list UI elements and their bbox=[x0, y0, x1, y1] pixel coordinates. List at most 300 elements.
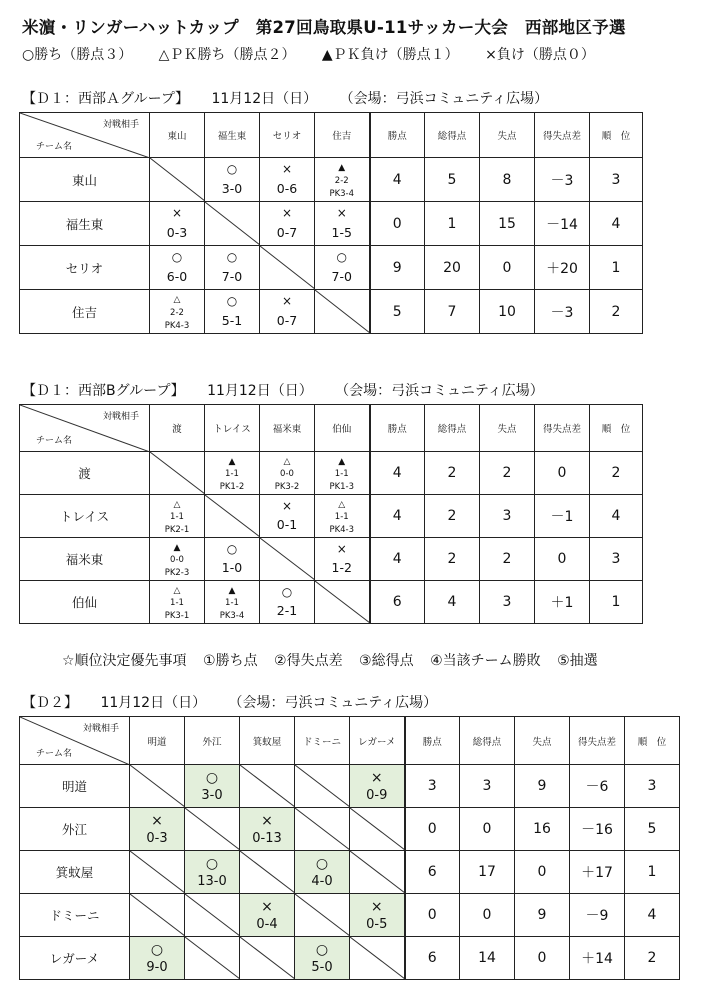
table-row bbox=[20, 158, 643, 202]
diagonal-line bbox=[185, 808, 239, 850]
priority-3: ③総得点 bbox=[359, 653, 414, 669]
match-score: 0-1 bbox=[276, 517, 298, 532]
team-goals-for: 4 bbox=[425, 581, 480, 624]
match-result-cell bbox=[350, 765, 405, 808]
group-a-venue: （会場：弓浜コミュニティ広場） bbox=[339, 91, 549, 107]
match-result-cell bbox=[315, 202, 370, 246]
match-result bbox=[150, 581, 204, 623]
diagonal-line bbox=[295, 765, 349, 807]
team-goals-for: 0 bbox=[460, 808, 515, 851]
goal-diff-header: 得失点差 bbox=[570, 717, 625, 765]
no-match-cell bbox=[350, 808, 405, 851]
team-name: 東山 bbox=[20, 158, 150, 202]
match-result bbox=[260, 158, 314, 201]
group-a-title bbox=[22, 88, 566, 108]
match-result-cell bbox=[350, 894, 405, 937]
match-score: 1-1 bbox=[334, 469, 349, 479]
no-match-cell bbox=[130, 851, 185, 894]
team-goals-for: 17 bbox=[460, 851, 515, 894]
self-match-cell bbox=[205, 495, 260, 538]
group-d2-table bbox=[19, 716, 680, 980]
team-name-header-label: チーム名 bbox=[36, 749, 73, 759]
legend-win: ○勝ち（勝点３） bbox=[22, 47, 133, 63]
match-result-cell bbox=[205, 290, 260, 334]
result-symbol: × bbox=[261, 899, 273, 915]
team-goals-against: 0 bbox=[480, 246, 535, 290]
match-result-cell bbox=[260, 290, 315, 334]
self-match-cell bbox=[350, 937, 405, 980]
match-result bbox=[240, 894, 294, 936]
result-symbol: × bbox=[171, 206, 183, 220]
pk-score: PK3-1 bbox=[164, 611, 190, 621]
match-result-cell bbox=[150, 495, 205, 538]
header-row bbox=[20, 113, 643, 158]
group-b-table bbox=[19, 404, 643, 624]
diagonal-line bbox=[260, 538, 314, 580]
team-points: 5 bbox=[370, 290, 425, 334]
team-points: 6 bbox=[405, 851, 460, 894]
opponent-header: 住吉 bbox=[315, 113, 370, 158]
legend-loss: ×負け（勝点０） bbox=[485, 47, 595, 63]
result-symbol: × bbox=[261, 813, 273, 829]
match-result bbox=[205, 158, 259, 201]
table-row bbox=[20, 808, 680, 851]
pk-score: PK4-3 bbox=[164, 321, 190, 331]
diagonal-line bbox=[295, 894, 349, 936]
table-row bbox=[20, 894, 680, 937]
points-header: 勝点 bbox=[370, 113, 425, 158]
no-match-cell bbox=[185, 937, 240, 980]
match-result-cell bbox=[315, 538, 370, 581]
goals-for-header: 総得点 bbox=[425, 113, 480, 158]
table-row bbox=[20, 581, 643, 624]
result-symbol: × bbox=[370, 899, 383, 915]
team-name: 福生東 bbox=[20, 202, 150, 246]
match-score: 3-0 bbox=[201, 788, 223, 803]
opponent-header: 福生東 bbox=[205, 113, 260, 158]
pk-score: PK4-3 bbox=[329, 525, 355, 535]
team-goals-against: 16 bbox=[515, 808, 570, 851]
table-row bbox=[20, 290, 643, 334]
goals-for-header: 総得点 bbox=[425, 405, 480, 452]
match-result-cell bbox=[205, 158, 260, 202]
result-symbol: ▲ bbox=[173, 543, 181, 553]
result-symbol: × bbox=[281, 206, 293, 220]
team-points: 4 bbox=[370, 495, 425, 538]
no-match-cell bbox=[185, 894, 240, 937]
header-row bbox=[20, 405, 643, 452]
match-result bbox=[260, 290, 314, 333]
diagonal-line bbox=[130, 894, 184, 936]
opponent-header: 伯仙 bbox=[315, 405, 370, 452]
result-symbol: △ bbox=[173, 586, 181, 596]
self-match-cell bbox=[260, 538, 315, 581]
match-result-cell bbox=[315, 158, 370, 202]
opponent-header: 外江 bbox=[185, 717, 240, 765]
rank-header: 順 位 bbox=[590, 113, 643, 158]
opponent-header-label: 対戦相手 bbox=[102, 412, 139, 422]
match-result bbox=[205, 246, 259, 289]
match-score: 1-1 bbox=[225, 469, 239, 479]
match-result-cell bbox=[150, 538, 205, 581]
team-goal-diff: 0 bbox=[535, 538, 590, 581]
result-symbol: × bbox=[370, 770, 383, 786]
diagonal-line bbox=[185, 894, 239, 936]
match-score: 0-0 bbox=[170, 555, 184, 565]
team-points: 0 bbox=[405, 808, 460, 851]
result-symbol: × bbox=[281, 162, 293, 176]
team-rank: 4 bbox=[590, 495, 643, 538]
team-name: 渡 bbox=[20, 452, 150, 495]
team-goals-against: 15 bbox=[480, 202, 535, 246]
opponent-header: セリオ bbox=[260, 113, 315, 158]
match-result-cell bbox=[315, 452, 370, 495]
match-result bbox=[295, 937, 349, 979]
match-result bbox=[150, 246, 204, 289]
team-goals-for: 7 bbox=[425, 290, 480, 334]
match-result bbox=[315, 538, 369, 580]
result-symbol: ○ bbox=[171, 250, 183, 264]
team-goals-for: 2 bbox=[425, 452, 480, 495]
rank-header: 順 位 bbox=[590, 405, 643, 452]
team-goals-against: 0 bbox=[515, 937, 570, 980]
table-row bbox=[20, 452, 643, 495]
no-match-cell bbox=[240, 937, 295, 980]
team-points: 6 bbox=[370, 581, 425, 624]
match-score: 0-3 bbox=[166, 225, 188, 240]
team-rank: 3 bbox=[625, 765, 680, 808]
table-row bbox=[20, 202, 643, 246]
group-d2-venue: （会場：弓浜コミュニティ広場） bbox=[228, 695, 438, 711]
team-name: セリオ bbox=[20, 246, 150, 290]
opponent-header: 福米東 bbox=[260, 405, 315, 452]
match-score: 5-1 bbox=[221, 313, 243, 328]
result-symbol: ○ bbox=[205, 856, 219, 872]
result-symbol: ○ bbox=[226, 162, 238, 176]
self-match-cell bbox=[150, 158, 205, 202]
result-legend bbox=[22, 44, 617, 64]
team-goal-diff: 0 bbox=[535, 452, 590, 495]
match-result-cell bbox=[130, 937, 185, 980]
match-result bbox=[260, 452, 314, 494]
result-symbol: ○ bbox=[281, 585, 293, 599]
match-result-cell bbox=[205, 452, 260, 495]
team-points: 9 bbox=[370, 246, 425, 290]
self-match-cell bbox=[315, 581, 370, 624]
opponent-header: トレイス bbox=[205, 405, 260, 452]
table-row bbox=[20, 765, 680, 808]
team-points: 3 bbox=[405, 765, 460, 808]
team-points: 4 bbox=[370, 452, 425, 495]
team-goals-against: 10 bbox=[480, 290, 535, 334]
rank-header: 順 位 bbox=[625, 717, 680, 765]
pk-score: PK2-1 bbox=[164, 525, 190, 535]
match-score: 0-3 bbox=[146, 831, 168, 846]
result-symbol: ▲ bbox=[228, 457, 236, 467]
opponent-header: 東山 bbox=[150, 113, 205, 158]
team-goal-diff: －3 bbox=[535, 158, 590, 202]
match-result-cell bbox=[295, 851, 350, 894]
match-result bbox=[350, 765, 404, 807]
match-score: 0-6 bbox=[276, 181, 298, 196]
match-score: 1-1 bbox=[170, 598, 184, 608]
match-result bbox=[240, 808, 294, 850]
match-result-cell bbox=[295, 937, 350, 980]
match-result-cell bbox=[315, 495, 370, 538]
team-goal-diff: －14 bbox=[535, 202, 590, 246]
match-result-cell bbox=[315, 246, 370, 290]
diagonal-line bbox=[150, 452, 204, 494]
diagonal-line bbox=[240, 937, 294, 979]
pk-score: PK2-3 bbox=[164, 568, 190, 578]
team-goals-against: 9 bbox=[515, 894, 570, 937]
diagonal-line bbox=[130, 851, 184, 893]
diagonal-line bbox=[315, 290, 369, 333]
match-result-cell bbox=[130, 808, 185, 851]
match-result bbox=[260, 581, 314, 623]
priority-1: ①勝ち点 bbox=[203, 653, 258, 669]
legend-pk-win: △ＰＫ勝ち（勝点２） bbox=[158, 47, 296, 63]
no-match-cell bbox=[130, 894, 185, 937]
team-goals-for: 1 bbox=[425, 202, 480, 246]
team-rank: 4 bbox=[590, 202, 643, 246]
team-points: 4 bbox=[370, 158, 425, 202]
team-goals-for: 20 bbox=[425, 246, 480, 290]
match-score: 4-0 bbox=[311, 874, 333, 889]
match-score: 13-0 bbox=[197, 874, 227, 889]
no-match-cell bbox=[295, 808, 350, 851]
match-score: 0-0 bbox=[280, 469, 294, 479]
team-goals-for: 3 bbox=[460, 765, 515, 808]
team-name-header-label: チーム名 bbox=[36, 142, 73, 152]
points-header: 勝点 bbox=[405, 717, 460, 765]
diagonal-line bbox=[185, 937, 239, 979]
team-goals-for: 5 bbox=[425, 158, 480, 202]
team-points: 4 bbox=[370, 538, 425, 581]
result-symbol: △ bbox=[173, 295, 181, 305]
team-goal-diff: －9 bbox=[570, 894, 625, 937]
diagonal-line bbox=[205, 495, 259, 537]
priority-2: ②得失点差 bbox=[274, 653, 343, 669]
no-match-cell bbox=[240, 765, 295, 808]
team-name: トレイス bbox=[20, 495, 150, 538]
result-symbol: ○ bbox=[226, 542, 238, 556]
opponent-header: ドミーニ bbox=[295, 717, 350, 765]
team-goals-for: 14 bbox=[460, 937, 515, 980]
team-points: 0 bbox=[405, 894, 460, 937]
corner-header-cell bbox=[20, 717, 130, 765]
team-goal-diff: ＋20 bbox=[535, 246, 590, 290]
match-result bbox=[205, 290, 259, 333]
match-score: 0-9 bbox=[366, 788, 388, 803]
team-goal-diff: －6 bbox=[570, 765, 625, 808]
result-symbol: ○ bbox=[150, 942, 164, 958]
goal-diff-header: 得失点差 bbox=[535, 405, 590, 452]
group-d2-title bbox=[22, 692, 455, 712]
group-d2-date: 11月12日（日） bbox=[100, 695, 207, 711]
group-b-date: 11月12日（日） bbox=[207, 383, 313, 399]
result-symbol: ○ bbox=[205, 770, 219, 786]
priority-4: ④当該チーム勝敗 bbox=[430, 653, 541, 669]
result-symbol: △ bbox=[338, 500, 346, 510]
result-symbol: × bbox=[336, 542, 347, 556]
goals-against-header: 失点 bbox=[515, 717, 570, 765]
match-score: 0-13 bbox=[252, 831, 282, 846]
group-b-title bbox=[22, 380, 562, 400]
team-goals-against: 2 bbox=[480, 538, 535, 581]
team-rank: 2 bbox=[590, 452, 643, 495]
match-result bbox=[185, 851, 239, 893]
team-goal-diff: －3 bbox=[535, 290, 590, 334]
header-row bbox=[20, 717, 680, 765]
result-symbol: ▲ bbox=[338, 163, 346, 173]
diagonal-line bbox=[240, 851, 294, 893]
team-name: 福米東 bbox=[20, 538, 150, 581]
pk-score: PK3-2 bbox=[274, 482, 300, 492]
pk-score: PK1-2 bbox=[219, 482, 245, 492]
match-result-cell bbox=[260, 581, 315, 624]
match-result bbox=[205, 452, 259, 494]
team-rank: 5 bbox=[625, 808, 680, 851]
goals-against-header: 失点 bbox=[480, 405, 535, 452]
diagonal-line bbox=[295, 808, 349, 850]
match-score: 0-7 bbox=[276, 225, 298, 240]
pk-score: PK3-4 bbox=[219, 611, 245, 621]
team-goal-diff: －1 bbox=[535, 495, 590, 538]
team-goals-for: 2 bbox=[425, 495, 480, 538]
diagonal-line bbox=[205, 202, 259, 245]
team-goal-diff: ＋14 bbox=[570, 937, 625, 980]
match-result bbox=[150, 495, 204, 537]
match-result-cell bbox=[205, 538, 260, 581]
match-score: 2-1 bbox=[276, 603, 298, 618]
match-score: 3-0 bbox=[221, 181, 243, 196]
team-goals-against: 8 bbox=[480, 158, 535, 202]
match-score: 0-5 bbox=[366, 917, 388, 932]
team-goals-against: 9 bbox=[515, 765, 570, 808]
diagonal-line bbox=[150, 158, 204, 201]
match-result bbox=[315, 495, 369, 537]
team-rank: 2 bbox=[590, 290, 643, 334]
result-symbol: △ bbox=[283, 457, 291, 467]
match-score: 1-1 bbox=[334, 512, 349, 522]
team-goals-for: 2 bbox=[425, 538, 480, 581]
ranking-priority bbox=[62, 650, 610, 670]
match-result bbox=[315, 246, 369, 289]
match-score: 0-4 bbox=[256, 917, 278, 932]
priority-5: ⑤抽選 bbox=[557, 653, 598, 669]
match-score: 0-7 bbox=[276, 313, 298, 328]
match-score: 7-0 bbox=[221, 269, 243, 284]
match-score: 5-0 bbox=[311, 960, 333, 975]
diagonal-line bbox=[350, 808, 404, 850]
self-match-cell bbox=[260, 246, 315, 290]
result-symbol: ○ bbox=[226, 294, 238, 308]
match-score: 1-5 bbox=[331, 225, 352, 240]
team-points: 6 bbox=[405, 937, 460, 980]
team-name-header-label: チーム名 bbox=[36, 436, 73, 446]
team-goal-diff: －16 bbox=[570, 808, 625, 851]
result-symbol: ▲ bbox=[228, 586, 236, 596]
group-d2-label: 【Ｄ２】 bbox=[22, 695, 78, 711]
match-result-cell bbox=[260, 495, 315, 538]
team-name: 外江 bbox=[20, 808, 130, 851]
match-result-cell bbox=[205, 581, 260, 624]
diagonal-line bbox=[315, 581, 369, 623]
match-result bbox=[315, 158, 369, 201]
self-match-cell bbox=[315, 290, 370, 334]
match-score: 1-0 bbox=[221, 560, 243, 575]
match-result-cell bbox=[150, 581, 205, 624]
match-result-cell bbox=[150, 202, 205, 246]
team-rank: 4 bbox=[625, 894, 680, 937]
match-result-cell bbox=[260, 158, 315, 202]
diagonal-line bbox=[240, 765, 294, 807]
goals-against-header: 失点 bbox=[480, 113, 535, 158]
table-row bbox=[20, 246, 643, 290]
pk-score: PK1-3 bbox=[329, 482, 355, 492]
opponent-header: 明道 bbox=[130, 717, 185, 765]
team-rank: 2 bbox=[625, 937, 680, 980]
self-match-cell bbox=[240, 851, 295, 894]
team-name: 伯仙 bbox=[20, 581, 150, 624]
match-result-cell bbox=[260, 202, 315, 246]
team-goals-for: 0 bbox=[460, 894, 515, 937]
group-a-table bbox=[19, 112, 643, 334]
opponent-header: 渡 bbox=[150, 405, 205, 452]
match-result bbox=[260, 202, 314, 245]
result-symbol: × bbox=[336, 206, 347, 220]
table-row bbox=[20, 495, 643, 538]
team-rank: 1 bbox=[625, 851, 680, 894]
self-match-cell bbox=[130, 765, 185, 808]
priority-title: ☆順位決定優先事項 bbox=[62, 653, 187, 669]
match-result bbox=[205, 538, 259, 580]
corner-header-cell bbox=[20, 405, 150, 452]
table-row bbox=[20, 937, 680, 980]
team-name: レガーメ bbox=[20, 937, 130, 980]
match-result-cell bbox=[150, 290, 205, 334]
match-score: 9-0 bbox=[146, 960, 168, 975]
self-match-cell bbox=[185, 808, 240, 851]
match-result-cell bbox=[150, 246, 205, 290]
team-rank: 1 bbox=[590, 246, 643, 290]
match-score: 1-2 bbox=[331, 560, 352, 575]
opponent-header: 箕蚊屋 bbox=[240, 717, 295, 765]
match-score: 1-1 bbox=[170, 512, 184, 522]
team-name: 明道 bbox=[20, 765, 130, 808]
match-result bbox=[150, 290, 204, 333]
team-name: 箕蚊屋 bbox=[20, 851, 130, 894]
match-result-cell bbox=[260, 452, 315, 495]
match-result-cell bbox=[185, 851, 240, 894]
match-result-cell bbox=[240, 808, 295, 851]
team-rank: 3 bbox=[590, 158, 643, 202]
team-goals-against: 3 bbox=[480, 581, 535, 624]
result-symbol: △ bbox=[173, 500, 181, 510]
team-goal-diff: ＋17 bbox=[570, 851, 625, 894]
match-score: 7-0 bbox=[331, 269, 352, 284]
opponent-header-label: 対戦相手 bbox=[82, 724, 119, 734]
match-result-cell bbox=[205, 246, 260, 290]
match-result bbox=[295, 851, 349, 893]
group-a-date: 11月12日（日） bbox=[211, 91, 318, 107]
self-match-cell bbox=[205, 202, 260, 246]
diagonal-line bbox=[260, 246, 314, 289]
team-points: 0 bbox=[370, 202, 425, 246]
goals-for-header: 総得点 bbox=[460, 717, 515, 765]
match-result bbox=[130, 808, 184, 850]
